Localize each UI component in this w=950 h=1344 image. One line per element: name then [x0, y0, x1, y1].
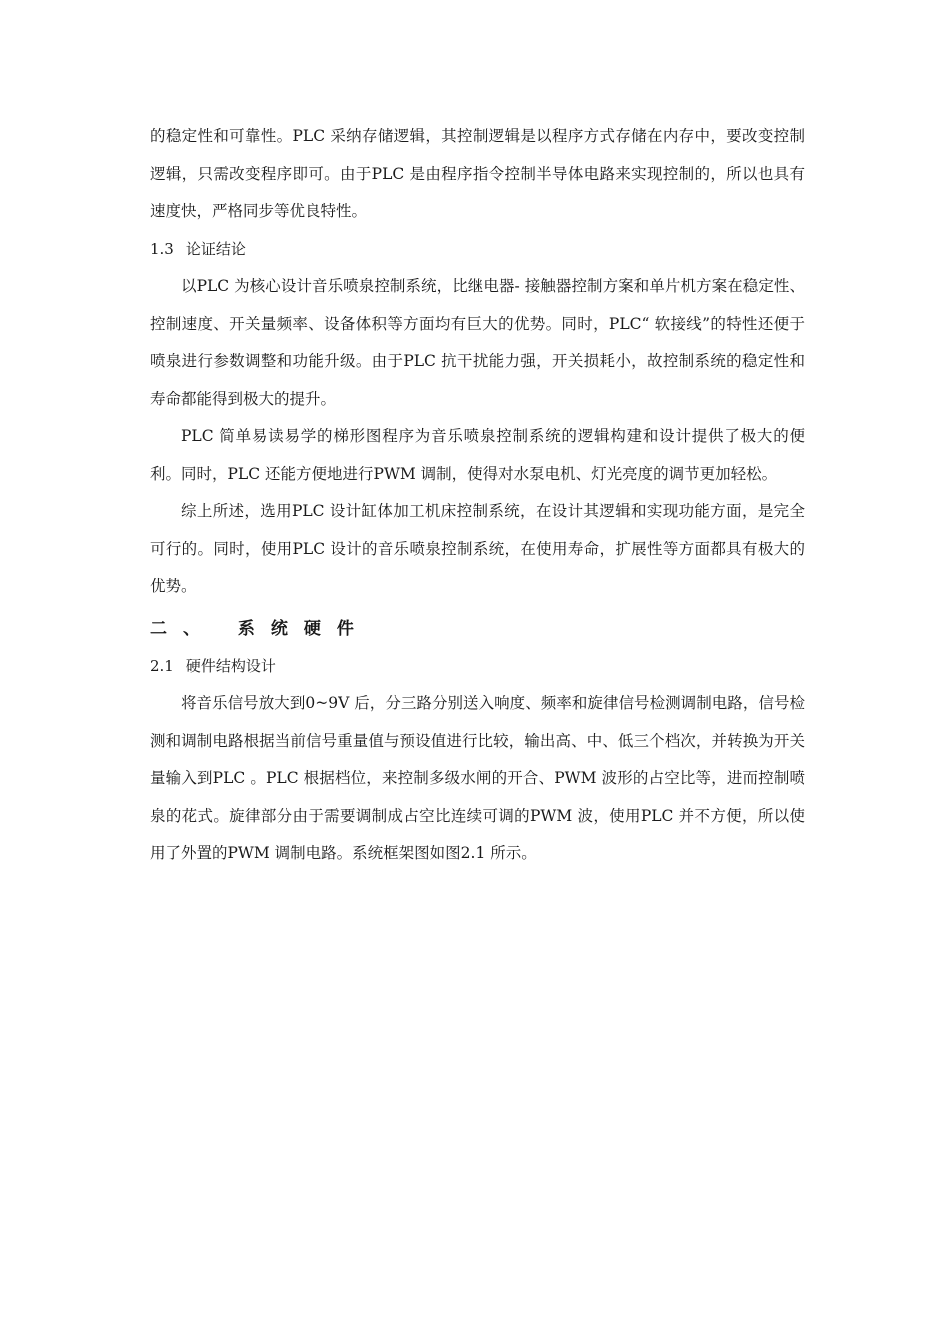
- section-title: 论证结论: [185, 239, 246, 258]
- section-number: 1.3: [150, 239, 174, 258]
- section-number: 2.1: [150, 656, 174, 675]
- section-title: 硬件结构设计: [185, 656, 276, 675]
- paragraph: PLC 简单易读易学的梯形图程序为音乐喷泉控制系统的逻辑构建和设计提供了极大的便利。同时，PLC 还能方便地进行PWM 调制，使得对水泵电机、灯光亮度的调节更加轻松。: [150, 427, 805, 483]
- paragraph: 综上所述，选用PLC 设计缸体加工机床控制系统，在设计其逻辑和实现功能方面，是完全可行的。同时，使用PLC 设计的音乐喷泉控制系统，在使用寿命，扩展性等方面都具有极大的优势。: [150, 502, 805, 595]
- section-heading-2-1: [150, 648, 805, 686]
- chapter-heading: 二、 系统硬件: [150, 618, 370, 639]
- page-content: [150, 118, 805, 873]
- paragraph: 将音乐信号放大到0~9V 后，分三路分别送入响度、频率和旋律信号检测调制电路，信号检测和调制电路根据当前信号重量值与预设值进行比较，输出高、中、低三个档次，并转换为开关量输入到PLC 。PLC 根据档位，来控制多级水闸的开合、PWM 波形的占空比等，进而控制喷泉的花式。旋律部分由于需要调制成占空比连续可调的PWM 波，使用PLC 并不方便，所以使用了外置的PWM 调制电路。系统框架图如图2.1 所示。: [150, 694, 805, 862]
- continuation-paragraph: 的稳定性和可靠性。PLC 采纳存储逻辑，其控制逻辑是以程序方式存储在内存中，要改变控制逻辑，只需改变程序即可。由于PLC 是由程序指令控制半导体电路来实现控制的，所以也具有速度快，严格同步等优良特性。: [150, 127, 805, 220]
- section-heading-1-3: [150, 231, 805, 269]
- paragraph: 以PLC 为核心设计音乐喷泉控制系统，比继电器- 接触器控制方案和单片机方案在稳定性、控制速度、开关量频率、设备体积等方面均有巨大的优势。同时，PLC“ 软接线”的特性还便于喷泉进行参数调整和功能升级。由于PLC 抗干扰能力强，开关损耗小，故控制系统的稳定性和寿命都能得到极大的提升。: [150, 277, 805, 408]
